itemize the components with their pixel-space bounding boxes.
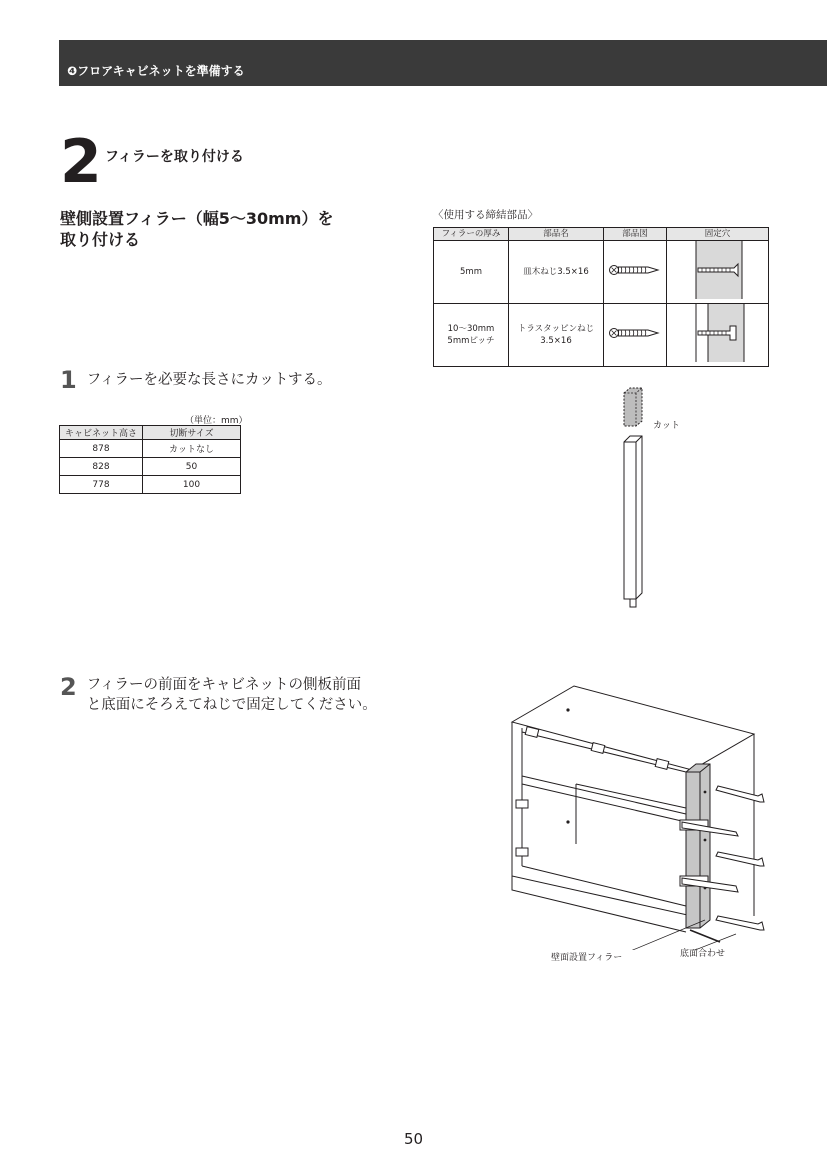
substep-2 [60,675,377,715]
cut-cell-size: 100 [143,476,241,494]
cut-table-unit: （単位：mm） [185,416,248,426]
subheading-line1: 壁側設置フィラー（幅5〜30mm）を [60,209,334,228]
cut-label: カット [653,421,680,431]
subheading-line2: 取り付ける [60,230,141,249]
subheading [60,208,390,250]
parts-header-figure: 部品図 [604,228,667,241]
cut-cell-height: 778 [60,476,143,494]
parts-cell-name: 皿木ねじ3.5×16 [509,241,604,304]
name-line2: 3.5×16 [540,336,572,346]
table-row [434,241,769,304]
filler-label: 壁面設置フィラー [551,953,623,963]
parts-header-name: 部品名 [509,228,604,241]
cut-table [59,425,241,494]
filler-cut-illustration [600,385,700,625]
flat-head-screw-icon [608,263,662,277]
thickness-line2: 5mmピッチ [447,336,495,346]
substep-2-line2: と底面にそろえてねじで固定してください。 [86,697,377,713]
substep-2-number: 2 [60,673,77,701]
parts-table-header-row [434,228,769,241]
substep-1-number: 1 [60,366,77,394]
substep-1-text: フィラーを必要な長さにカットする。 [86,372,332,388]
table-row [60,458,241,476]
cut-header-height: キャビネット高さ [60,426,143,440]
substep-2-text [87,675,377,715]
table-row [434,304,769,367]
cut-cell-size: カットなし [143,440,241,458]
table-row [60,440,241,458]
page-number: 50 [403,1130,424,1148]
step-number: 2 [60,127,100,197]
cut-cell-height: 878 [60,440,143,458]
parts-header-hole: 固定穴 [667,228,769,241]
parts-cell-thickness: 5mm [434,241,509,304]
cut-table-header-row [60,426,241,440]
name-line1: トラスタッピンねじ [517,324,595,334]
step-title: フィラーを取り付ける [105,149,244,165]
parts-cell-figure [604,304,667,367]
bottom-align-label: 底面合わせ [680,949,726,959]
thickness-line1: 10〜30mm [447,324,495,334]
section-title: ❹フロアキャビネットを準備する [67,64,245,78]
parts-cell-figure [604,241,667,304]
parts-header-thickness: フィラーの厚み [434,228,509,241]
parts-cell-hole [667,241,769,304]
countersunk-hole-icon [668,241,768,299]
substep-2-line1: フィラーの前面をキャビネットの側板前面 [86,677,362,693]
parts-cell-thickness [434,304,509,367]
parts-table [433,227,769,367]
cut-cell-size: 50 [143,458,241,476]
cut-cell-height: 828 [60,458,143,476]
cabinet-filler-illustration [500,680,790,950]
parts-cell-hole [667,304,769,367]
section-header-bar [59,40,827,86]
table-row [60,476,241,494]
parts-table-caption: 〈使用する締結部品〉 [433,209,538,221]
parts-cell-name [509,304,604,367]
truss-screw-icon [608,326,662,340]
substep-1 [60,366,331,394]
truss-hole-icon [668,304,768,362]
cut-header-size: 切断サイズ [143,426,241,440]
